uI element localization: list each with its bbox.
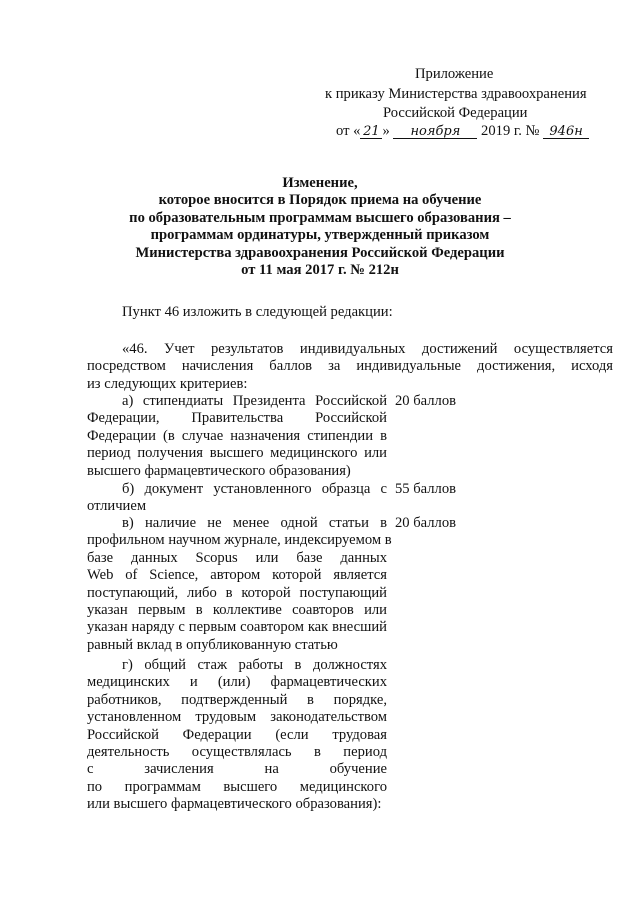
title-line: Изменение,	[282, 175, 358, 191]
date-month-handwritten: ноября	[393, 123, 477, 139]
date-day-handwritten: 21	[360, 123, 382, 139]
criterion-d	[87, 657, 387, 814]
paragraph-line: «46. Учет результатов индивидуальных достижений осуществляется	[122, 341, 613, 357]
criterion-line: установленном трудовым законодательством	[87, 709, 387, 726]
criterion-line: в) наличие не менее одной статьи в	[122, 515, 387, 531]
date-suffix: 2019 г. №	[481, 123, 540, 139]
paragraph-line: из следующих критериев:	[87, 375, 248, 392]
paragraph-46	[87, 341, 613, 393]
criterion-b-score: 55 баллов	[395, 481, 457, 497]
order-number-handwritten: 946н	[543, 123, 589, 139]
intro-text: Пункт 46 изложить в следующей редакции:	[122, 304, 393, 320]
criterion-a-score: 20 баллов	[395, 393, 457, 409]
criterion-line: а) стипендиаты Президента Российской	[122, 393, 387, 409]
date-prefix: от «	[336, 123, 361, 139]
date-mid: »	[382, 123, 390, 139]
criterion-a	[87, 393, 387, 480]
criterion-line: период получения высшего медицинского или	[87, 445, 387, 462]
appendix-label: Приложение	[415, 66, 494, 82]
criterion-line: указан первым в коллективе соавторов или	[87, 601, 387, 618]
title-line: которое вносится в Порядок приема на обучение	[158, 192, 482, 209]
criterion-line: или высшего фармацевтического образования):	[87, 796, 382, 813]
criterion-line: профильном научном журнале, индексируемом в	[87, 532, 392, 549]
order-date-line	[336, 123, 589, 140]
criterion-line: поступающий, либо в которой поступающий	[87, 584, 387, 601]
title-line: по образовательным программам высшего образования –	[129, 209, 511, 226]
criterion-line: Федерации, Правительства Российской	[87, 410, 387, 427]
criterion-b	[87, 481, 387, 516]
title-line: от 11 мая 2017 г. № 212н	[241, 261, 399, 278]
criterion-line: г) общий стаж работы в должностях	[122, 657, 387, 673]
criterion-line: Федерации (в случае назначения стипендии в	[87, 427, 387, 444]
criterion-line: базе данных Scopus или базе данных	[87, 549, 387, 566]
criterion-line: Web of Science, автором которой является	[87, 567, 387, 584]
criterion-line: по программам высшего медицинского	[87, 778, 387, 795]
criterion-c-score: 20 баллов	[395, 515, 457, 531]
criterion-line: б) документ установленного образца с	[122, 481, 387, 497]
document-title	[0, 175, 640, 279]
criterion-line: медицинских и (или) фармацевтических	[87, 674, 387, 691]
criterion-line: высшего фармацевтического образования)	[87, 462, 351, 479]
federation-label: Российской Федерации	[383, 105, 528, 121]
criterion-line: работников, подтвержденный в порядке,	[87, 691, 387, 708]
paragraph-line: посредством начисления баллов за индивидуальные достижения, исходя	[87, 358, 613, 375]
criterion-line: отличием	[87, 498, 147, 515]
criterion-line: указан наряду с первым соавтором как внесший	[87, 619, 387, 636]
criterion-line: деятельность осуществлялась в период	[87, 743, 387, 760]
title-line: Министерства здравоохранения Российской Федерации	[135, 244, 505, 261]
criterion-line: Российской Федерации (если трудовая	[87, 726, 387, 743]
criterion-line: с зачисления на обучение	[87, 761, 387, 778]
criterion-c	[87, 515, 392, 654]
order-reference: к приказу Министерства здравоохранения	[325, 86, 587, 102]
title-line: программам ординатуры, утвержденный приказом	[150, 227, 490, 244]
criterion-line: равный вклад в опубликованную статью	[87, 636, 338, 653]
